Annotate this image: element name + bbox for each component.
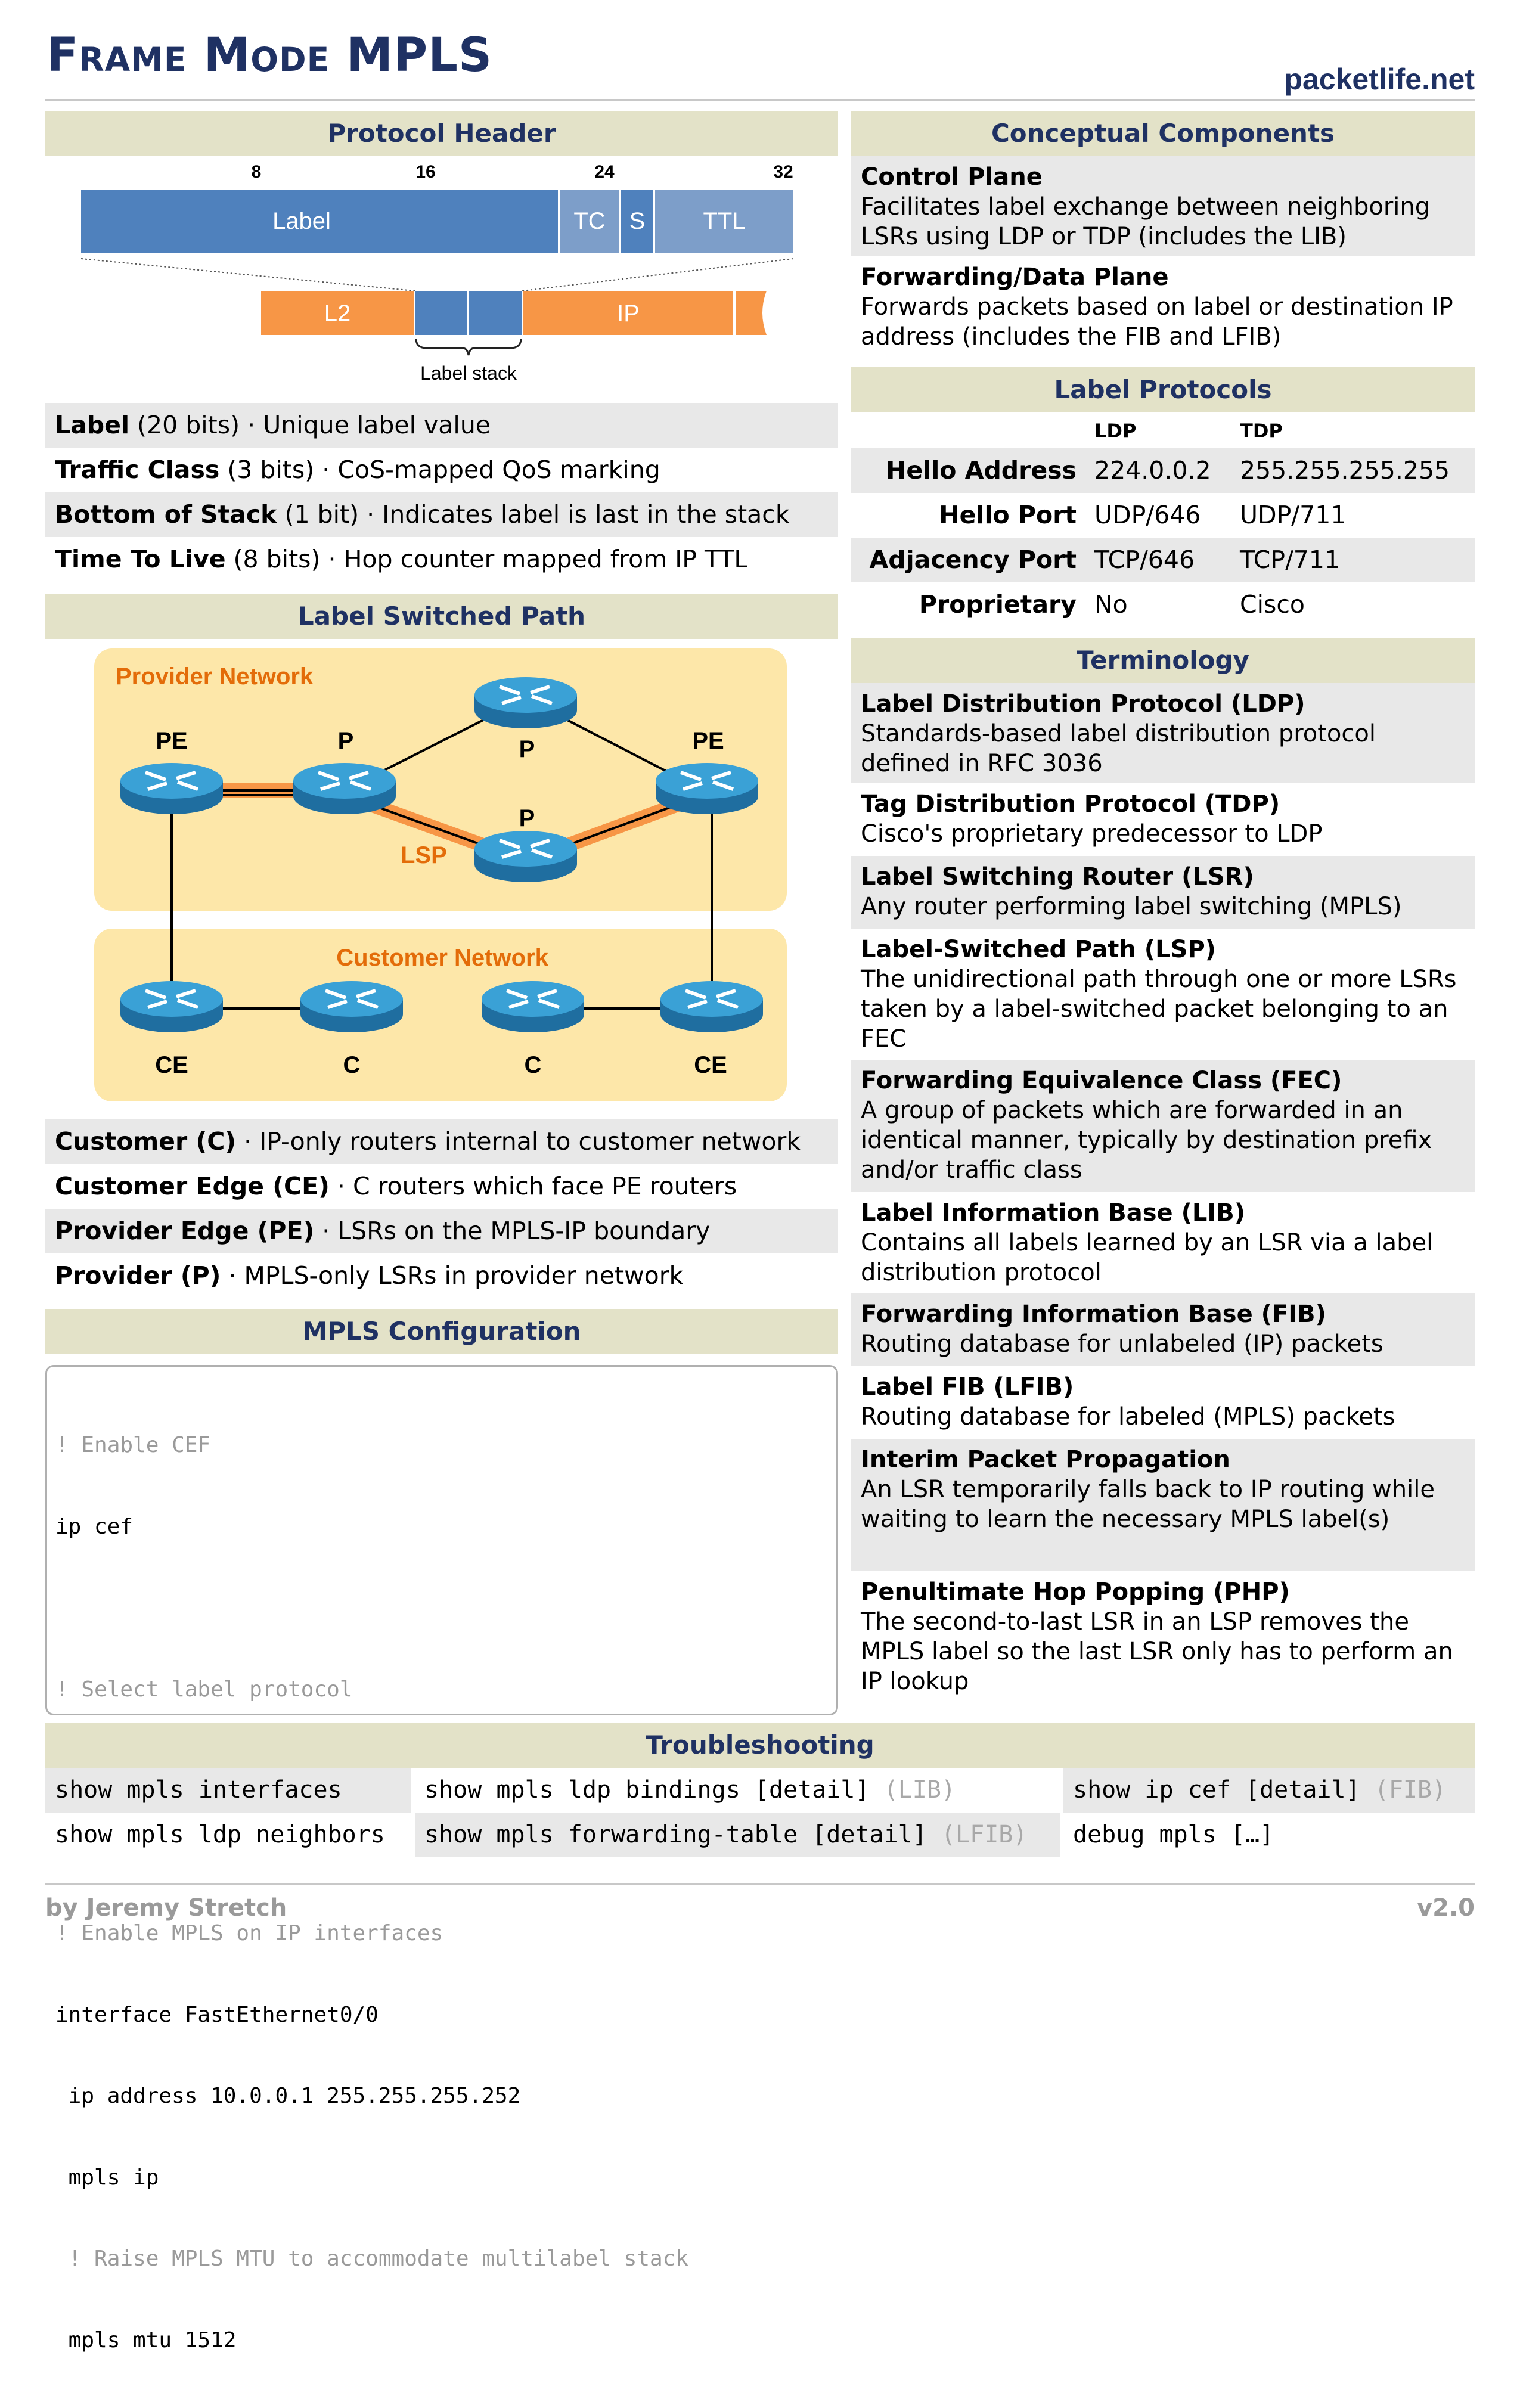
bit-mark-16: 16 — [415, 162, 436, 182]
config-line: ! Enable CEF — [55, 1433, 211, 1457]
config-line — [55, 1594, 828, 1622]
ts-cmd-show-ip-cef: show ip cef [detail] (FIB) — [1063, 1768, 1475, 1813]
config-line: ! Enable MPLS on IP interfaces — [55, 1921, 443, 1945]
ip-text: IP — [617, 300, 640, 327]
router-p-top — [474, 677, 577, 728]
label-stack-caption: Label stack — [420, 362, 517, 384]
provider-network-label: Provider Network — [116, 663, 314, 690]
field-row-bottom-of-stack: Bottom of Stack (1 bit) · Indicates label is last in the stack — [45, 492, 838, 537]
role-row-provider-edge: Provider Edge (PE) · LSRs on the MPLS-IP boundary — [45, 1209, 838, 1253]
router-label-c-left: C — [343, 1052, 361, 1078]
config-line: ! Select label protocol — [55, 1677, 353, 1702]
footer-version: v2.0 — [1417, 1894, 1475, 1922]
col-tdp: TDP — [1240, 420, 1283, 442]
term-lsr: Label Switching Router (LSR) Any router performing label switching (MPLS) — [851, 856, 1475, 929]
protocol-row-hello-port: Hello Port UDP/646 UDP/711 — [939, 501, 1347, 529]
router-ce-right — [660, 981, 763, 1032]
router-c-right — [482, 981, 584, 1032]
router-label-p-mid: P — [519, 805, 535, 831]
config-line: ! Raise MPLS MTU to accommodate multilabel stack — [55, 2246, 689, 2271]
protocol-header-heading: Protocol Header — [45, 111, 838, 156]
ts-cmd-show-mpls-interfaces: show mpls interfaces — [45, 1768, 411, 1813]
config-line: ip address 10.0.0.1 255.255.255.252 — [55, 2084, 521, 2108]
customer-network-label: Customer Network — [336, 945, 548, 971]
router-p-mid — [474, 831, 577, 882]
tc-field-text: TC — [573, 208, 606, 234]
router-pe-left — [120, 763, 223, 814]
terminology-heading: Terminology — [851, 638, 1475, 683]
ts-cmd-show-mpls-forwarding-table: show mpls forwarding-table [detail] (LFIB) — [415, 1813, 1060, 1857]
term-lib: Label Information Base (LIB) Contains all labels learned by an LSR via a label distribution protocol — [861, 1199, 1434, 1286]
header-rule — [45, 99, 1475, 101]
field-row-traffic-class: Traffic Class (3 bits) · CoS-mapped QoS marking — [55, 455, 660, 484]
component-control-plane: Control Plane Facilitates label exchange between neighboring LSRs using LDP or TDP (includes the LIB) — [851, 156, 1475, 256]
config-heading: MPLS Configuration — [45, 1309, 838, 1354]
components-heading: Conceptual Components — [851, 111, 1475, 156]
protocol-row-adjacency-port: Adjacency Port TCP/646 TCP/711 — [851, 538, 1475, 582]
term-lfib: Label FIB (LFIB) Routing database for labeled (MPLS) packets — [861, 1373, 1395, 1430]
l2-text: L2 — [324, 300, 351, 327]
router-ce-left — [120, 981, 223, 1032]
config-line: ip cef — [55, 1514, 134, 1539]
ts-cmd-show-mpls-ldp-bindings: show mpls ldp bindings [detail] (LIB) — [424, 1776, 956, 1804]
label-stack-entry-2 — [469, 291, 522, 335]
router-p-left — [293, 763, 396, 814]
config-code — [55, 1377, 828, 2408]
footer-rule — [45, 1883, 1475, 1885]
term-lsp: Label-Switched Path (LSP) The unidirectional path through one or more LSRs taken by a label-switched packet belonging to an FEC — [861, 936, 1457, 1053]
router-label-pe-left: PE — [156, 728, 188, 754]
config-line: mpls mtu 1512 — [55, 2328, 237, 2353]
term-interim-packet-propagation: Interim Packet Propagation An LSR temporarily falls back to IP routing while waiting to learn the necessary MPLS label(s) — [851, 1439, 1475, 1571]
router-label-ce-left: CE — [155, 1052, 188, 1078]
role-row-customer: Customer (C) · IP-only routers internal to customer network — [45, 1119, 838, 1164]
role-row-provider: Provider (P) · MPLS-only LSRs in provider network — [55, 1261, 684, 1290]
troubleshooting-heading: Troubleshooting — [45, 1723, 1475, 1768]
bit-mark-32: 32 — [773, 162, 793, 182]
router-c-left — [300, 981, 403, 1032]
label-stack-brace — [416, 339, 521, 355]
payload-tail — [736, 291, 767, 335]
role-row-customer-edge: Customer Edge (CE) · C routers which face PE routers — [55, 1172, 737, 1200]
lsp-label: LSP — [401, 842, 447, 868]
field-row-label: Label (20 bits) · Unique label value — [45, 403, 838, 448]
page-title: Frame Mode MPLS — [46, 29, 493, 82]
router-label-pe-right: PE — [692, 728, 724, 754]
bit-mark-24: 24 — [594, 162, 615, 182]
protocol-header-diagram — [45, 156, 838, 395]
footer-author: by Jeremy Stretch — [45, 1894, 287, 1922]
protocol-row-hello-address: Hello Address 224.0.0.2 255.255.255.255 — [851, 448, 1475, 493]
ttl-field-text: TTL — [703, 208, 746, 234]
component-forwarding-plane: Forwarding/Data Plane Forwards packets based on label or destination IP address (includes the FIB and LFIB) — [861, 263, 1453, 350]
protocol-row-proprietary: Proprietary No Cisco — [919, 590, 1305, 619]
router-label-p-left: P — [337, 728, 354, 754]
config-line: interface FastEthernet0/0 — [55, 2002, 379, 2027]
bit-mark-8: 8 — [251, 162, 262, 182]
router-pe-right — [656, 763, 758, 814]
label-field-text: Label — [272, 208, 331, 234]
lsp-heading: Label Switched Path — [45, 594, 838, 639]
label-protocols-heading: Label Protocols — [851, 367, 1475, 412]
router-label-ce-right: CE — [694, 1052, 727, 1078]
s-field-text: S — [629, 208, 646, 234]
label-protocols-table — [851, 412, 1475, 627]
term-fec: Forwarding Equivalence Class (FEC) A group of packets which are forwarded in an identical manner, typically by destination prefix and/or traffic class — [851, 1060, 1475, 1192]
term-ldp: Label Distribution Protocol (LDP) Standards-based label distribution protocol defined in RFC 3036 — [851, 683, 1475, 783]
term-tdp: Tag Distribution Protocol (TDP) Cisco's proprietary predecessor to LDP — [861, 790, 1323, 848]
col-ldp: LDP — [1094, 420, 1137, 442]
site-name: packetlife.net — [1284, 63, 1475, 96]
config-line: mpls ip — [55, 2165, 159, 2190]
router-label-p-top: P — [519, 736, 535, 762]
label-stack-entry-1 — [415, 291, 467, 335]
lsp-diagram — [45, 639, 838, 1116]
field-row-ttl: Time To Live (8 bits) · Hop counter mapped from IP TTL — [55, 545, 748, 573]
term-fib: Forwarding Information Base (FIB) Routing database for unlabeled (IP) packets — [851, 1293, 1475, 1366]
ts-cmd-show-mpls-ldp-neighbors: show mpls ldp neighbors — [55, 1821, 385, 1848]
router-label-c-right: C — [524, 1052, 542, 1078]
term-php: Penultimate Hop Popping (PHP) The second-to-last LSR in an LSP removes the MPLS label so the last LSR only has to perform an IP lookup — [861, 1578, 1453, 1695]
ts-cmd-debug-mpls: debug mpls […] — [1073, 1821, 1274, 1848]
